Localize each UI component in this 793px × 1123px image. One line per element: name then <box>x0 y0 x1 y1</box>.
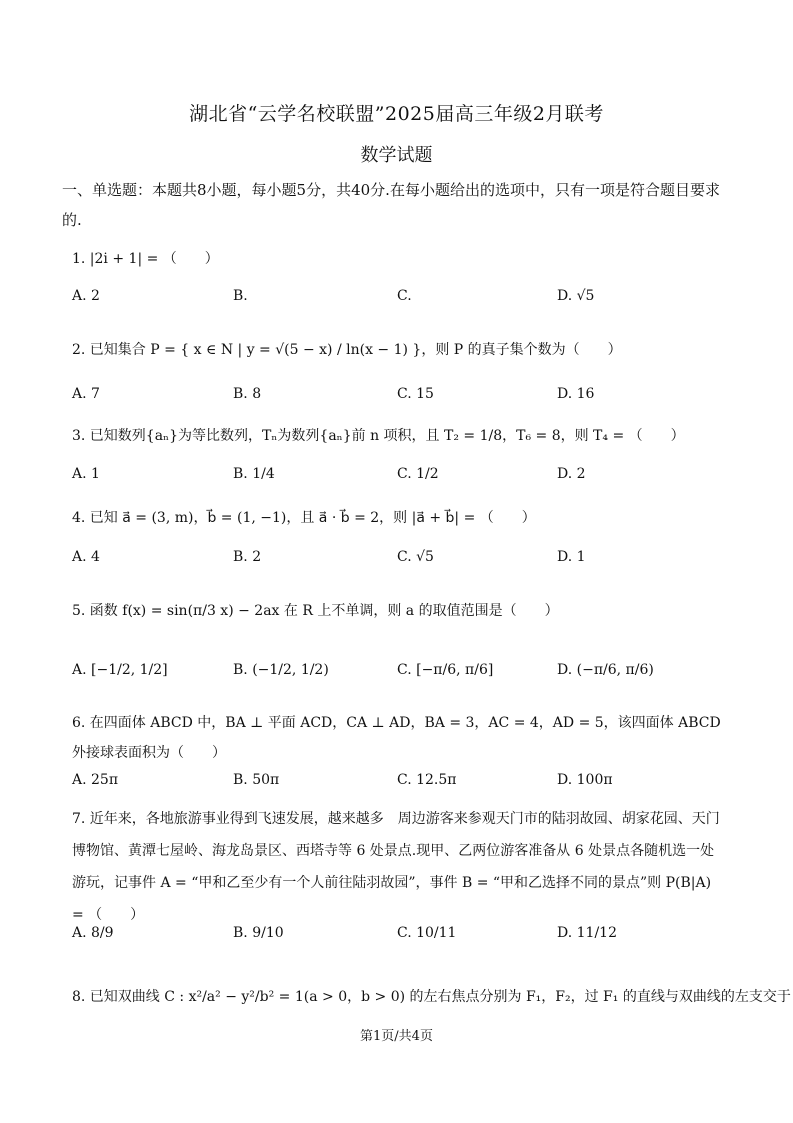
q2-option-a: A. 7 <box>72 386 100 402</box>
question-6: 6. 在四面体 ABCD 中，BA ⊥ 平面 ACD，CA ⊥ AD，BA = 3，AC = 4，AD = 5，该四面体 ABCD 外接球表面积为（ ） <box>72 715 721 761</box>
exam-title: 湖北省“云学名校联盟”2025届高三年级2月联考 <box>189 103 604 125</box>
q2-option-c: C. 15 <box>397 386 434 402</box>
q1-option-a: A. 2 <box>72 288 100 304</box>
q2-option-b: B. 8 <box>233 386 262 402</box>
q4-option-b: B. 2 <box>233 549 262 565</box>
q4-option-d: D. 1 <box>557 549 586 565</box>
q3-option-a: A. 1 <box>72 466 100 482</box>
q6-option-b: B. 50π <box>233 772 280 788</box>
q3-option-d: D. 2 <box>557 466 586 482</box>
q5-option-d: D. (−π/6, π/6) <box>557 662 654 678</box>
q7-option-a: A. 8/9 <box>72 925 114 941</box>
q7-option-b: B. 9/10 <box>233 925 284 941</box>
question-3: 3. 已知数列{aₙ}为等比数列，Tₙ为数列{aₙ}前 n 项积，且 T₂ = 1/8，T₆ = 8，则 T₄ = （ ） <box>72 428 685 444</box>
question-2: 2. 已知集合 P = { x ∈ N | y = √(5 − x) / ln(x − 1) }，则 P 的真子集个数为（ ） <box>72 342 622 358</box>
question-1: 1. |2i + 1| = （ ） <box>72 251 219 267</box>
question-7: 7. 近年来，各地旅游事业得到飞速发展，越来越多 周边游客来参观天门市的陆羽故园、胡家花园、天门博物馆、黄潭七屋岭、海龙岛景区、西塔寺等 6 处景点.现甲、乙两位游客准备从 6 处景点各随机选一处游玩，记事件 A = “甲和乙至少有一个人前往陆羽故园”，事件 B = “甲和乙选择不同的景点”则 P(B|A) = （ ） <box>72 811 720 923</box>
question-8: 8. 已知双曲线 C : x²/a² − y²/b² = 1(a > 0，b > 0) 的左右焦点分别为 F₁，F₂，过 F₁ 的直线与双曲线的左支交于 <box>72 989 791 1005</box>
q1-option-c: C. <box>397 288 412 304</box>
q6-option-c: C. 12.5π <box>397 772 457 788</box>
q2-option-d: D. 16 <box>557 386 595 402</box>
q6-option-a: A. 25π <box>72 772 119 788</box>
q1-option-d: D. √5 <box>557 288 595 304</box>
q6-option-d: D. 100π <box>557 772 613 788</box>
question-5: 5. 函数 f(x) = sin(π/3 x) − 2ax 在 R 上不单调，则 a 的取值范围是（ ） <box>72 603 559 619</box>
q7-option-c: C. 10/11 <box>397 925 457 941</box>
q5-option-a: A. [−1/2, 1/2] <box>72 662 168 678</box>
section-heading: 一、单选题：本题共8小题，每小题5分，共40分.在每小题给出的选项中，只有一项是符合题目要求的. <box>62 181 720 229</box>
q5-option-c: C. [−π/6, π/6] <box>397 662 494 678</box>
q4-option-a: A. 4 <box>72 549 100 565</box>
page-number: 第1页/共4页 <box>360 1029 433 1044</box>
q7-option-d: D. 11/12 <box>557 925 617 941</box>
q1-option-b: B. <box>233 288 248 304</box>
question-4: 4. 已知 a⃗ = (3, m)，b⃗ = (1, −1)，且 a⃗ · b⃗ = 2，则 |a⃗ + b⃗| = （ ） <box>72 510 536 526</box>
q5-option-b: B. (−1/2, 1/2) <box>233 662 329 678</box>
q4-option-c: C. √5 <box>397 549 434 565</box>
q3-option-c: C. 1/2 <box>397 466 439 482</box>
exam-subtitle: 数学试题 <box>360 145 433 166</box>
q3-option-b: B. 1/4 <box>233 466 275 482</box>
